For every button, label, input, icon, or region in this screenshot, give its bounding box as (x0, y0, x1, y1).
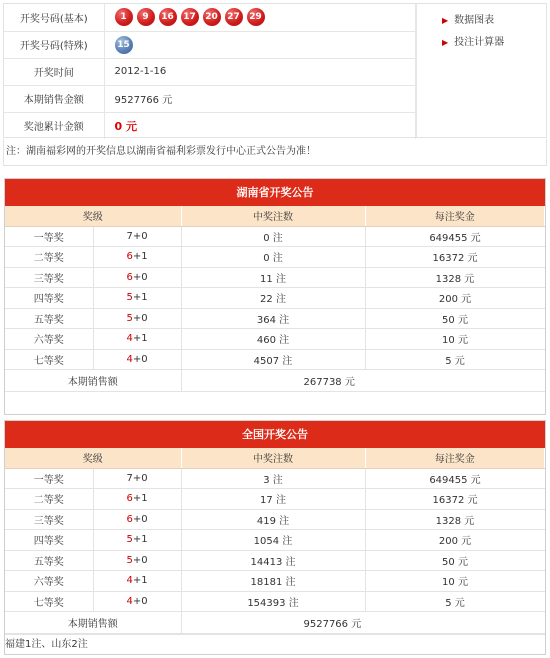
winner-regions-note: 福建1注、山东2注 (5, 634, 545, 654)
table-row: 六等奖 4+1 18181 注 10 元 (5, 571, 545, 592)
sales-total-row (5, 370, 545, 392)
table-row: 一等奖 7+0 0 注 649455 元 (5, 226, 545, 247)
table-row: 五等奖 5+0 364 注 50 元 (5, 308, 545, 329)
hunan-panel-title: 湖南省开奖公告 (5, 179, 545, 206)
sales-amount-label: 本期销售金额 (4, 85, 104, 112)
jackpot-label: 奖池累计金额 (4, 112, 104, 139)
column-header-prize: 奖级 (5, 206, 181, 226)
data-chart-link[interactable]: ▶ 数据图表 (442, 15, 495, 26)
sales-total-row (5, 612, 545, 634)
sales-amount-value: 9527766 元 (104, 85, 416, 112)
sales-total-value: 267738 元 (181, 370, 545, 392)
table-row: 三等奖 6+0 419 注 1328 元 (5, 509, 545, 530)
table-row: 七等奖 4+0 154393 注 5 元 (5, 591, 545, 612)
column-header-count: 中奖注数 (181, 448, 365, 468)
column-header-prize: 奖级 (5, 448, 181, 468)
jackpot-row (4, 112, 416, 139)
number-ball: 27 (225, 8, 243, 26)
column-header-count: 中奖注数 (181, 206, 365, 226)
table-row: 七等奖 4+0 4507 注 5 元 (5, 349, 545, 370)
number-ball: 16 (159, 8, 177, 26)
jackpot-value: 0 元 (114, 119, 137, 133)
number-ball: 29 (247, 8, 265, 26)
draw-date-value: 2012-1-16 (104, 58, 416, 85)
number-ball: 20 (203, 8, 221, 26)
draw-date-row (4, 58, 416, 85)
special-number-ball: 15 (115, 36, 133, 54)
table-row: 四等奖 5+1 22 注 200 元 (5, 288, 545, 309)
table-header-row (5, 448, 545, 468)
table-row: 六等奖 4+1 460 注 10 元 (5, 329, 545, 350)
national-prize-table (5, 448, 545, 634)
draw-info-box (3, 3, 547, 138)
number-ball: 9 (137, 8, 155, 26)
table-header-row (5, 206, 545, 226)
table-row: 二等奖 6+1 0 注 16372 元 (5, 247, 545, 268)
national-announcement-panel (4, 420, 546, 655)
table-row: 二等奖 6+1 17 注 16372 元 (5, 489, 545, 510)
table-row: 四等奖 5+1 1054 注 200 元 (5, 530, 545, 551)
table-row: 五等奖 5+0 14413 注 50 元 (5, 550, 545, 571)
hunan-prize-table (5, 206, 545, 392)
disclaimer-note: 注：湖南福彩网的开奖信息以湖南省福利彩票发行中心正式公告为准！ (3, 139, 547, 166)
number-ball: 1 (115, 8, 133, 26)
table-row: 三等奖 6+0 11 注 1328 元 (5, 267, 545, 288)
sales-amount-row (4, 85, 416, 112)
sales-total-label: 本期销售额 (5, 612, 181, 634)
special-number-row (4, 31, 416, 58)
column-header-amount: 每注奖金 (365, 206, 545, 226)
sales-total-value: 9527766 元 (181, 612, 545, 634)
triangle-right-icon: ▶ (442, 16, 449, 25)
hunan-announcement-panel (4, 178, 546, 415)
special-number-label: 开奖号码(特殊) (4, 31, 104, 58)
triangle-right-icon: ▶ (442, 38, 449, 47)
number-ball: 17 (181, 8, 199, 26)
draw-date-label: 开奖时间 (4, 58, 104, 85)
table-row: 一等奖 7+0 3 注 649455 元 (5, 468, 545, 489)
national-panel-title: 全国开奖公告 (5, 421, 545, 448)
sales-total-label: 本期销售额 (5, 370, 181, 392)
bet-calculator-link[interactable]: ▶ 投注计算器 (442, 37, 505, 48)
basic-numbers-label: 开奖号码(基本) (4, 4, 104, 31)
basic-numbers-balls (104, 4, 416, 31)
draw-info-table (4, 4, 416, 139)
sidebar (416, 4, 546, 137)
column-header-amount: 每注奖金 (365, 448, 545, 468)
basic-numbers-row (4, 4, 416, 31)
